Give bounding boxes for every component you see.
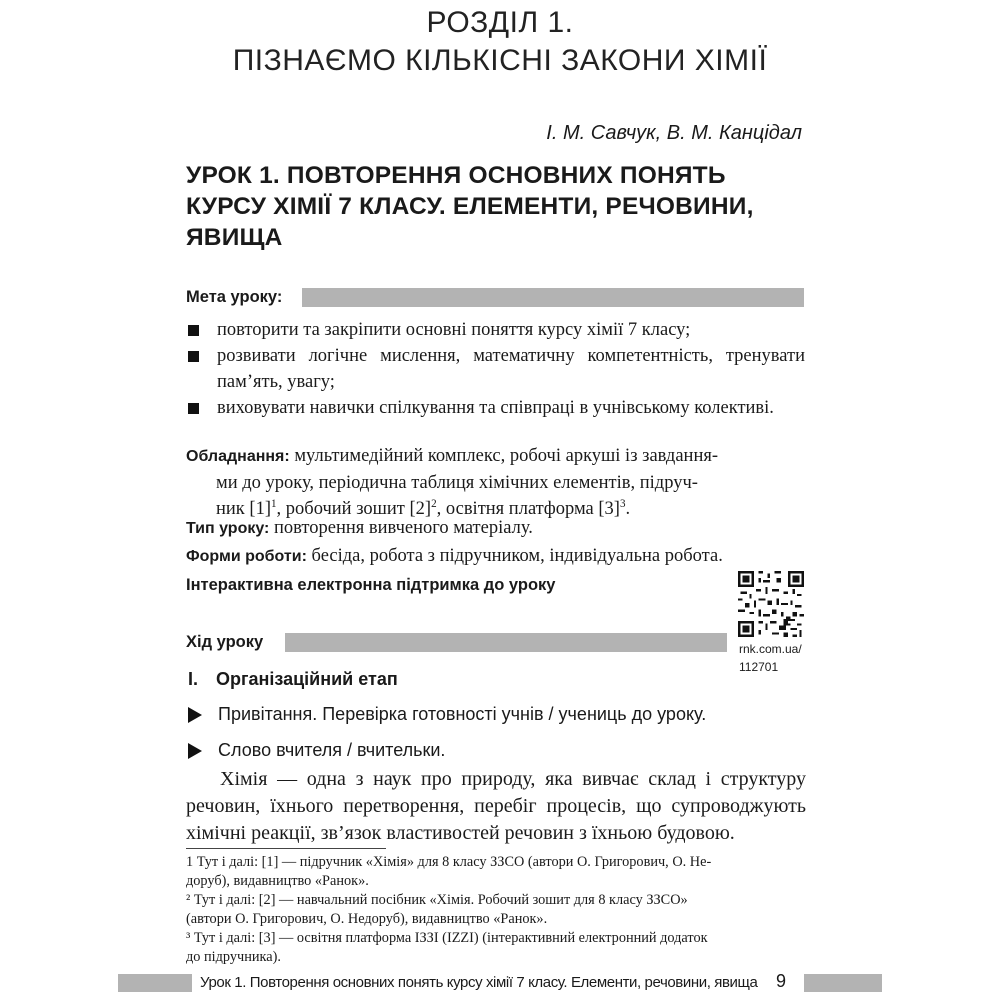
equipment-text-line1: мультимедійний комплекс, робочі аркуші із завдання- <box>294 446 719 466</box>
step-arrow-2 <box>188 743 202 759</box>
interactive-support-heading: Інтерактивна електронна підтримка до уроку <box>186 576 556 594</box>
lesson-title-line1: УРОК 1. ПОВТОРЕННЯ ОСНОВНИХ ПОНЯТЬ <box>186 162 726 189</box>
equipment-ref-workbook: , робочий зошит [2] <box>276 499 432 519</box>
step-2: Слово вчителя / вчительки. <box>218 740 446 760</box>
page-number: 9 <box>776 971 787 991</box>
footnotes <box>186 853 806 967</box>
equipment-paragraph <box>186 443 804 522</box>
footnote-3 <box>186 929 806 967</box>
footnote-2-line2: (автори О. Григорович, О. Недоруб), видавництво «Ранок». <box>186 911 548 927</box>
lesson-flow-label-bar <box>285 633 727 652</box>
lesson-title-line3: ЯВИЩА <box>186 224 283 251</box>
stage-title: Організаційний етап <box>216 669 398 689</box>
step-1: Привітання. Перевірка готовності учнів / учениць до уроку. <box>218 704 707 724</box>
footnote-3-line1: ³ Тут і далі: [3] — освітня платформа ІЗЗІ (IZZI) (інтерактивний електронний додаток <box>186 930 708 946</box>
goal-label-bar <box>302 288 804 307</box>
equipment-label: Обладнання: <box>186 448 290 465</box>
footnote-2 <box>186 891 806 929</box>
stage-number: І. <box>188 669 199 689</box>
goal-item-1: повторити та закріпити основні поняття курсу хімії 7 класу; <box>217 320 691 340</box>
section-title-line2: ПІЗНАЄМО КІЛЬКІСНІ ЗАКОНИ ХІМІЇ <box>232 44 768 77</box>
goal-label: Мета уроку: <box>186 288 283 306</box>
lesson-title <box>186 160 806 253</box>
equipment-ref-textbook: ник [1] <box>216 499 271 519</box>
equipment-ref-platform: , освітня платформа [3] <box>436 499 620 519</box>
footnote-2-line1: ² Тут і далі: [2] — навчальний посібник «Хімія. Робочий зошит для 8 класу ЗЗСО» <box>186 892 688 908</box>
lesson-flow-label: Хід уроку <box>186 633 264 651</box>
goal-item-3: виховувати навички спілкування та співпраці в учнівському колективі. <box>217 398 774 418</box>
goal-bullet-1 <box>188 325 199 336</box>
qr-url[interactable] <box>739 640 802 676</box>
stage-heading <box>188 669 398 690</box>
footer-bar-right <box>804 974 882 992</box>
footer-running-title: Урок 1. Повторення основних понять курсу хімії 7 класу. Елементи, речовини, явища <box>200 974 758 991</box>
footnote-rule <box>186 848 386 849</box>
lesson-type <box>186 515 804 542</box>
qr-url-line1: rnk.com.ua/ <box>739 642 802 656</box>
work-forms-label: Форми роботи: <box>186 548 307 565</box>
footnote-3-line2: до підручника). <box>186 949 281 965</box>
work-forms <box>186 543 804 570</box>
footnote-ref-1: 1 <box>271 497 277 510</box>
equipment-text-line2: ми до уроку, періодична таблиця хімічних елементів, підруч- <box>216 473 698 493</box>
goal-bullet-3 <box>188 403 199 414</box>
qr-url-line2: 112701 <box>739 660 779 674</box>
work-forms-text: бесіда, робота з підручником, індивідуальна робота. <box>311 546 723 566</box>
step-arrow-1 <box>188 707 202 723</box>
qr-code[interactable] <box>738 571 804 637</box>
footnote-1-line1: 1 Тут і далі: [1] — підручник «Хімія» для 8 класу ЗЗСО (автори О. Григорович, О. Не- <box>186 854 712 870</box>
footnote-1-line2: доруб), видавництво «Ранок». <box>186 873 369 889</box>
lesson-type-label: Тип уроку: <box>186 520 270 537</box>
footnote-1 <box>186 853 806 891</box>
footnote-ref-2: 2 <box>431 497 437 510</box>
goal-bullet-2 <box>188 351 199 362</box>
goal-item-2: розвивати логічне мислення, математичну компетентність, тренувати пам’ять, увагу; <box>217 346 805 392</box>
chemistry-definition-paragraph: Хімія — одна з наук про природу, яка вивчає склад і структуру речовин, їхнього перетворення, перебіг процесів, що супроводжують хімічні реакції, зв’язок властивостей речовин з їхньою будовою. <box>186 768 806 844</box>
footnote-ref-3: 3 <box>619 497 626 510</box>
lesson-title-line2: КУРСУ ХІМІЇ 7 КЛАСУ. ЕЛЕМЕНТИ, РЕЧОВИНИ, <box>186 193 754 220</box>
equipment-end: . <box>625 499 631 519</box>
section-title-line1: РОЗДІЛ 1. <box>426 6 574 39</box>
lesson-type-text: повторення вивченого матеріалу. <box>274 518 533 538</box>
footer-bar-left <box>118 974 192 992</box>
authors: І. М. Савчук, В. М. Канцідал <box>546 122 802 144</box>
